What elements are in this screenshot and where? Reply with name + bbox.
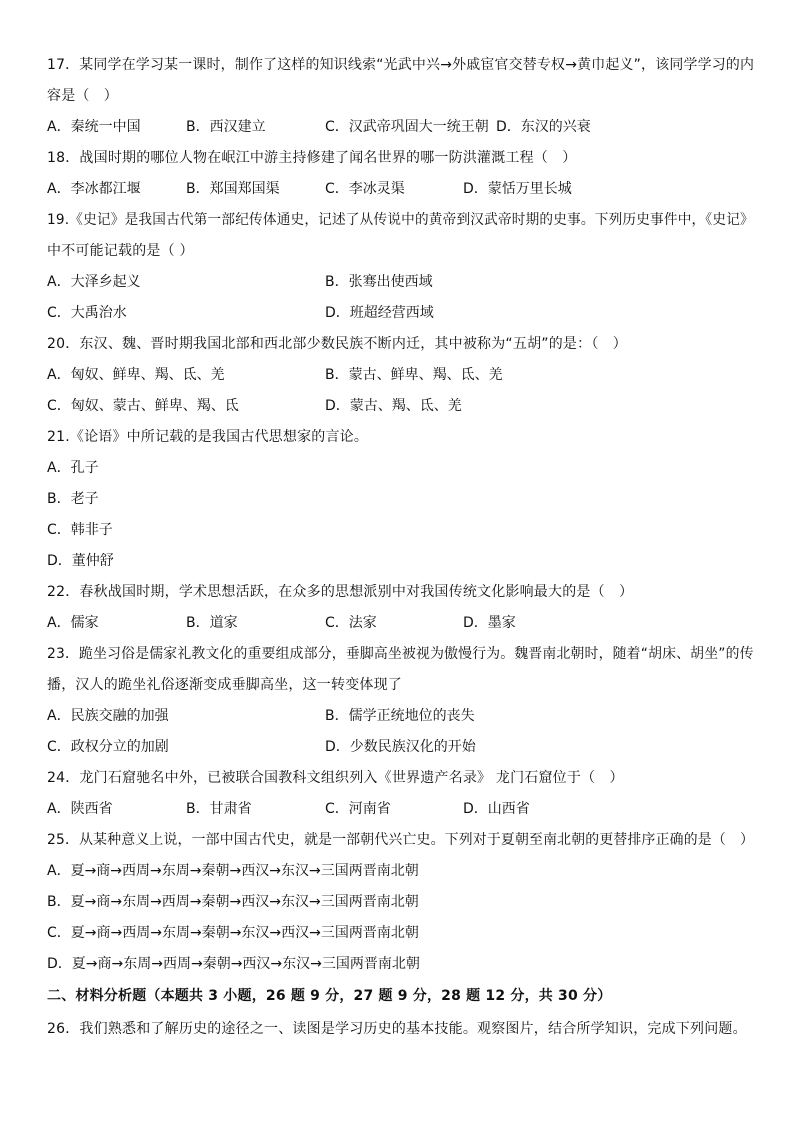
question-25-option-a: A．夏→商→西周→东周→秦朝→西汉→东汉→三国两晋南北朝	[47, 863, 419, 879]
question-25-stem: 25．从某种意义上说，一部中国古代史，就是一部朝代兴亡史。下列对于夏朝至南北朝的更替排序正确的是（ ）	[47, 832, 755, 848]
question-24-option-d: D．山西省	[463, 801, 530, 817]
question-22-option-c: C．法家	[325, 615, 377, 631]
question-18-stem: 18．战国时期的哪位人物在岷江中游主持修建了闻名世界的哪一防洪灌溉工程（ ）	[47, 150, 577, 166]
question-19-option-b: B．张骞出使西域	[325, 274, 433, 290]
question-25-option-c: C．夏→商→西周→东周→秦朝→东汉→西汉→三国两晋南北朝	[47, 925, 419, 941]
question-17-option-c: C．汉武帝巩固大一统王朝	[325, 119, 489, 135]
question-21-option-d: D．董仲舒	[47, 553, 114, 569]
question-17-option-a: A．秦统一中国	[47, 119, 141, 135]
question-19-option-d: D．班超经营西域	[325, 305, 434, 321]
question-23-stem: 23．跪坐习俗是儒家礼教文化的重要组成部分，垂脚高坐被视为傲慢行为。魏晋南北朝时，随着“胡床、胡坐”的传	[47, 646, 754, 662]
question-25-option-d: D．夏→商→东周→西周→秦朝→西汉→东汉→三国两晋南北朝	[47, 956, 420, 972]
question-26-stem: 26．我们熟悉和了解历史的途径之一、读图是学习历史的基本技能。观察图片，结合所学知识，完成下列问题。	[47, 1021, 747, 1037]
question-24-option-b: B．甘肃省	[186, 801, 252, 817]
question-22-option-a: A．儒家	[47, 615, 99, 631]
question-22-option-d: D．墨家	[463, 615, 516, 631]
question-20-stem: 20．东汉、魏、晋时期我国北部和西北部少数民族不断内迁，其中被称为“五胡”的是：（ ）	[47, 336, 627, 352]
question-24-stem: 24．龙门石窟驰名中外，已被联合国教科文组织列入《世界遗产名录》 龙门石窟位于（ ）	[47, 770, 624, 786]
question-17-stem-cont: 容是（ ）	[47, 88, 118, 104]
question-21-stem: 21.《论语》中所记载的是我国古代思想家的言论。	[47, 429, 369, 445]
question-18-option-d: D．蒙恬万里长城	[463, 181, 572, 197]
question-19-stem-cont: 中不可能记载的是（ ）	[47, 243, 194, 259]
question-18-option-b: B．郑国郑国渠	[186, 181, 280, 197]
question-22-stem: 22．春秋战国时期，学术思想活跃，在众多的思想派别中对我国传统文化影响最大的是（ ）	[47, 584, 634, 600]
question-20-option-d: D．蒙古、羯、氐、羌	[325, 398, 462, 414]
question-23-option-a: A．民族交融的加强	[47, 708, 169, 724]
question-17-option-d: D．东汉的兴衰	[496, 119, 591, 135]
section-2-heading: 二、材料分析题（本题共 3 小题，26 题 9 分，27 题 9 分，28 题 12 分，共 30 分）	[47, 988, 612, 1004]
question-23-stem-cont: 播，汉人的跪坐礼俗逐渐变成垂脚高坐，这一转变体现了	[47, 677, 402, 693]
question-17-option-b: B．西汉建立	[186, 119, 266, 135]
question-19-option-a: A．大泽乡起义	[47, 274, 141, 290]
question-21-option-a: A．孔子	[47, 460, 99, 476]
question-21-option-b: B．老子	[47, 491, 99, 507]
question-21-option-c: C．韩非子	[47, 522, 113, 538]
question-19-option-c: C．大禹治水	[47, 305, 127, 321]
question-20-option-c: C．匈奴、蒙古、鲜卑、羯、氐	[47, 398, 239, 414]
question-20-option-a: A．匈奴、鲜卑、羯、氐、羌	[47, 367, 225, 383]
question-24-option-a: A．陕西省	[47, 801, 113, 817]
question-18-option-c: C．李冰灵渠	[325, 181, 405, 197]
question-24-option-c: C．河南省	[325, 801, 391, 817]
question-18-option-a: A．李冰都江堰	[47, 181, 141, 197]
question-20-option-b: B．蒙古、鲜卑、羯、氐、羌	[325, 367, 503, 383]
question-23-option-c: C．政权分立的加剧	[47, 739, 169, 755]
question-25-option-b: B．夏→商→东周→西周→秦朝→西汉→东汉→三国两晋南北朝	[47, 894, 419, 910]
question-23-option-d: D．少数民族汉化的开始	[325, 739, 476, 755]
question-19-stem: 19.《史记》是我国古代第一部纪传体通史，记述了从传说中的黄帝到汉武帝时期的史事。下列历史事件中，《史记》	[47, 212, 754, 228]
question-17-stem: 17．某同学在学习某一课时，制作了这样的知识线索“光武中兴→外戚宦官交替专权→黄巾起义”，该同学学习的内	[47, 57, 755, 73]
question-23-option-b: B．儒学正统地位的丧失	[325, 708, 475, 724]
question-22-option-b: B．道家	[186, 615, 238, 631]
